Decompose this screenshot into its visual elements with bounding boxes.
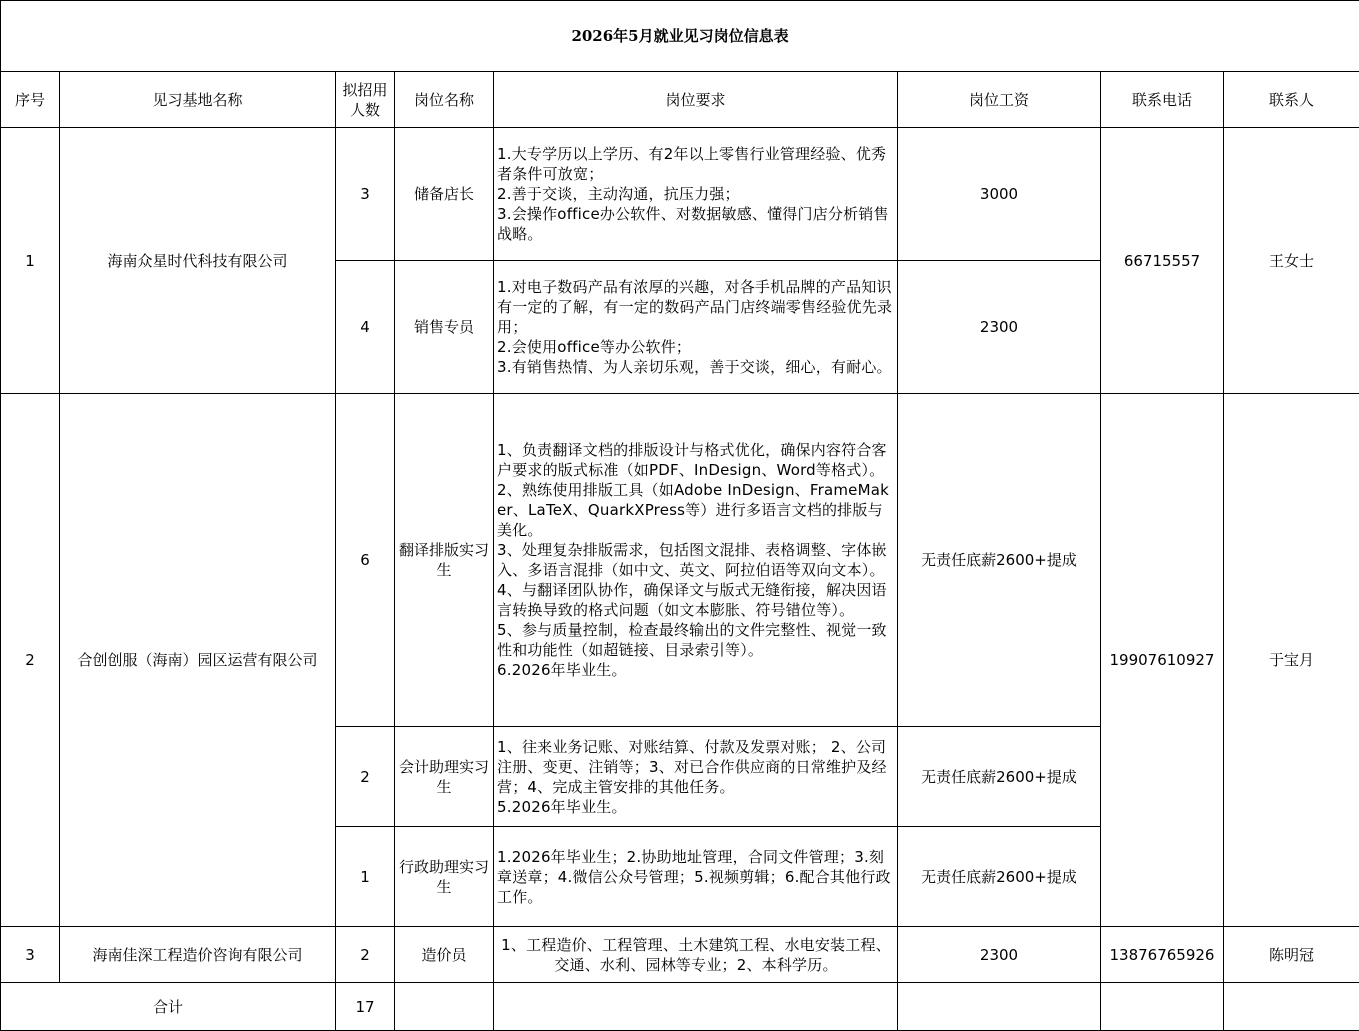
- cell-count: 4: [336, 261, 395, 394]
- title-row: [1, 1, 1359, 72]
- cell-requirements: [494, 927, 898, 983]
- cell-count: 3: [336, 128, 395, 261]
- cell-count: 2: [336, 927, 395, 983]
- cell-position-title: 行政助理实习生: [395, 827, 494, 927]
- requirement-line: 5.2026年毕业生。: [497, 797, 627, 816]
- cell-contact: 于宝月: [1224, 394, 1359, 927]
- cell-phone: 13876765926: [1101, 927, 1224, 983]
- requirement-line: 1、负责翻译文档的排版设计与格式优化，确保内容符合客户要求的版式标准（如PDF、InDesign、Word等格式）。: [497, 441, 887, 479]
- requirement-line: 1.对电子数码产品有浓厚的兴趣，对各手机品牌的产品知识有一定的了解，有一定的数码产品门店终端零售经验优先录用；: [497, 278, 893, 336]
- header-salary: 岗位工资: [898, 72, 1101, 128]
- cell-seq: 2: [1, 394, 60, 927]
- requirement-line: 2、熟练使用排版工具（如Adobe InDesign、FrameMaker、LaTeX、QuarkXPress等）进行多语言文档的排版与美化。: [497, 481, 890, 539]
- cell-salary: 无责任底薪2600+提成: [898, 727, 1101, 827]
- cell-position-title: 造价员: [395, 927, 494, 983]
- cell-company-name: 海南佳深工程造价咨询有限公司: [60, 927, 336, 983]
- cell-salary: 2300: [898, 927, 1101, 983]
- empty-cell: [1224, 983, 1359, 1031]
- cell-salary: 无责任底薪2600+提成: [898, 827, 1101, 927]
- empty-cell: [898, 983, 1101, 1031]
- cell-position-title: 会计助理实习生: [395, 727, 494, 827]
- cell-contact: 陈明冠: [1224, 927, 1359, 983]
- total-label: 合计: [1, 983, 336, 1031]
- empty-cell: [494, 983, 898, 1031]
- cell-count: 2: [336, 727, 395, 827]
- cell-count: 6: [336, 394, 395, 727]
- cell-phone: 19907610927: [1101, 394, 1224, 927]
- cell-company-name: 合创创服（海南）园区运营有限公司: [60, 394, 336, 927]
- total-count: 17: [336, 983, 395, 1031]
- requirement-line: 3、处理复杂排版需求，包括图文混排、表格调整、字体嵌入、多语言混排（如中文、英文、阿拉伯语等双向文本）。: [497, 541, 887, 579]
- total-row: [1, 983, 1359, 1031]
- header-base: 见习基地名称: [60, 72, 336, 128]
- cell-requirements: [494, 827, 898, 927]
- requirement-line: 1.大专学历以上学历、有2年以上零售行业管理经验、优秀者条件可放宽；: [497, 145, 887, 183]
- cell-requirements: [494, 128, 898, 261]
- requirement-line: 6.2026年毕业生。: [497, 661, 627, 679]
- sheet-title: 2026年5月就业见习岗位信息表: [1, 1, 1359, 72]
- empty-cell: [1101, 983, 1224, 1031]
- header-phone: 联系电话: [1101, 72, 1224, 128]
- cell-salary: 2300: [898, 261, 1101, 394]
- cell-position-title: 翻译排版实习生: [395, 394, 494, 727]
- cell-requirements: [494, 394, 898, 727]
- header-requirements: 岗位要求: [494, 72, 898, 128]
- cell-company-name: 海南众星时代科技有限公司: [60, 128, 336, 394]
- cell-salary: 无责任底薪2600+提成: [898, 394, 1101, 727]
- cell-phone: 66715557: [1101, 128, 1224, 394]
- table-row: [1, 927, 1359, 983]
- cell-seq: 1: [1, 128, 60, 394]
- header-count: 拟招用人数: [336, 72, 395, 128]
- requirement-line: 3.有销售热情、为人亲切乐观，善于交谈，细心，有耐心。: [497, 358, 892, 376]
- cell-seq: 3: [1, 927, 60, 983]
- cell-position-title: 储备店长: [395, 128, 494, 261]
- table-row: [1, 394, 1359, 727]
- requirement-line: 4、与翻译团队协作，确保译文与版式无缝衔接，解决因语言转换导致的格式问题（如文本膨胀、符号错位等）。: [497, 581, 887, 619]
- header-contact: 联系人: [1224, 72, 1359, 128]
- empty-cell: [395, 983, 494, 1031]
- requirement-line: 1.2026年毕业生；2.协助地址管理，合同文件管理；3.刻章送章；4.微信公众号管理；5.视频剪辑；6.配合其他行政工作。: [497, 847, 891, 906]
- requirement-line: 5、参与质量控制，检查最终输出的文件完整性、视觉一致性和功能性（如超链接、目录索引等）。: [497, 621, 887, 659]
- requirement-line: 1、工程造价、工程管理、土木建筑工程、水电安装工程、交通、水利、园林等专业；2、本科学历。: [501, 935, 891, 974]
- cell-requirements: [494, 261, 898, 394]
- requirement-line: 2.善于交谈，主动沟通，抗压力强；: [497, 185, 740, 203]
- header-seq: 序号: [1, 72, 60, 128]
- header-position: 岗位名称: [395, 72, 494, 128]
- cell-salary: 3000: [898, 128, 1101, 261]
- table-row: [1, 128, 1359, 261]
- cell-count: 1: [336, 827, 395, 927]
- cell-contact: 王女士: [1224, 128, 1359, 394]
- requirement-line: 3.会操作office办公软件、对数据敏感、懂得门店分析销售战略。: [497, 205, 889, 243]
- cell-requirements: [494, 727, 898, 827]
- requirement-line: 1、往来业务记账、对账结算、付款及发票对账； 2、公司注册、变更、注销等；3、对已合作供应商的日常维护及经营；4、完成主管安排的其他任务。: [497, 737, 887, 796]
- header-row: [1, 72, 1359, 128]
- requirement-line: 2.会使用office等办公软件；: [497, 338, 692, 356]
- cell-position-title: 销售专员: [395, 261, 494, 394]
